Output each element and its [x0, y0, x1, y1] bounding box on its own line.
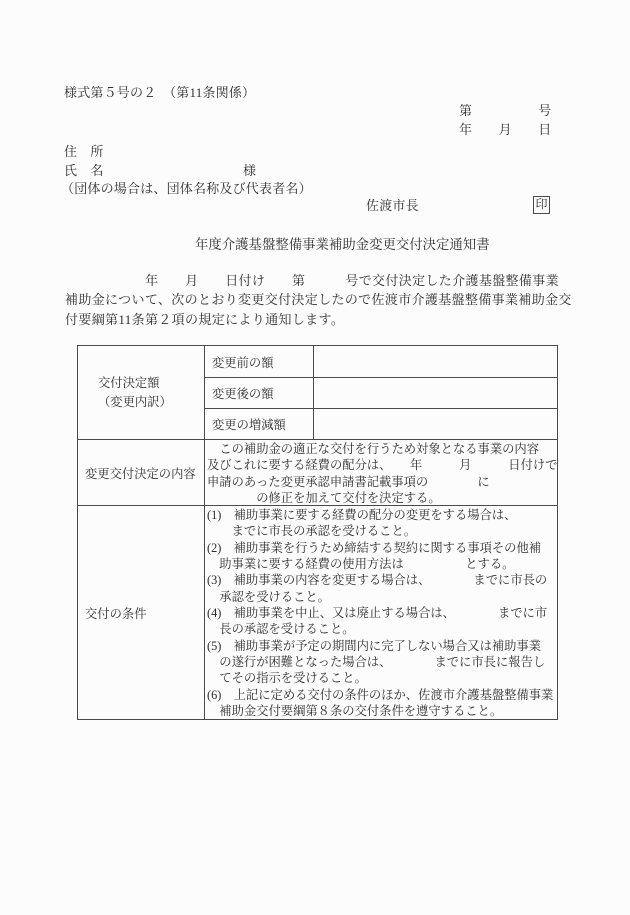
table-row — [205, 346, 557, 377]
seal-placeholder-box: 印 — [533, 196, 550, 214]
conditions-text — [205, 506, 557, 719]
condition-line: 補助金交付要綱第８条の交付条件を遵守すること。 — [207, 704, 503, 719]
condition-line: 承認を受けること。 — [207, 589, 330, 604]
intro-line: 補助金について、次のとおり変更交付決定したので佐渡市介護基盤整備事業補助金交 — [65, 292, 572, 308]
amount-before-label: 変更前の額 — [205, 346, 314, 377]
change-content-section — [78, 439, 557, 505]
amount-delta-value — [314, 409, 557, 439]
condition-line: (4) 補助事業を中止、又は廃止する場合は、 までに市 — [207, 606, 548, 621]
issuer-mayor: 佐渡市長 — [366, 198, 419, 213]
document-title: 年度介護基盤整備事業補助金変更交付決定通知書 — [195, 237, 490, 252]
condition-line: てその指示を受けること。 — [207, 671, 367, 686]
group-note: （団体の場合は、団体名称及び代表者名） — [61, 181, 312, 196]
condition-line: (2) 補助事業を行うため締結する契約に関する事項その他補 — [207, 540, 542, 555]
amount-after-value — [314, 378, 557, 408]
amount-after-label: 変更後の額 — [205, 378, 314, 408]
change-content-line: この補助金の適正な交付を行うため対象となる事業の内容 — [207, 442, 540, 456]
change-content-text — [205, 440, 559, 505]
table-row — [205, 408, 557, 439]
intro-line: 年 月 日付け 第 号で交付決定した介護基盤整備事業 — [65, 273, 559, 288]
change-content-line: の修正を加えて交付を決定する。 — [207, 490, 441, 505]
issue-date-line: 年 月 日 — [459, 122, 552, 137]
condition-line: の遂行が困難となった場合は、 までに市長に報告し — [207, 655, 546, 670]
conditions-label: 交付の条件 — [78, 506, 205, 719]
decision-amount-label — [78, 346, 205, 439]
honorific-sama: 様 — [243, 163, 257, 178]
decision-amount-label-line2: （変更内訳） — [98, 394, 172, 409]
recipient-name-label: 氏 名 — [64, 163, 104, 178]
decision-amount-section — [78, 346, 557, 439]
grant-change-table — [77, 345, 558, 720]
condition-line: (1) 補助事業に要する経費の配分の変更をする場合は、 — [207, 508, 517, 522]
condition-line: までに市長の承認を受けること。 — [207, 524, 417, 539]
address-label: 住 所 — [64, 144, 104, 159]
conditions-section — [78, 505, 557, 719]
change-content-label: 変更交付決定の内容 — [78, 440, 205, 505]
condition-line: 長の承認を受けること。 — [207, 622, 355, 637]
intro-line: 付要綱第11条第２項の規定により通知します。 — [65, 311, 345, 327]
table-row — [205, 377, 557, 408]
condition-line: (5) 補助事業が予定の期間内に完了しない場合又は補助事業 — [207, 638, 542, 653]
amount-before-value — [314, 346, 557, 377]
change-content-line: 及びこれに要する経費の配分は、 年 月 日付けで — [207, 458, 558, 473]
condition-line: (3) 補助事業の内容を変更する場合は、 までに市長の — [207, 573, 548, 588]
condition-line: (6) 上記に定める交付の条件のほか、佐渡市介護基盤整備事業 — [207, 687, 554, 702]
decision-amount-label-line1: 交付決定額 — [98, 375, 160, 390]
condition-line: 助事業に要する経費の使用方法は とする。 — [207, 557, 515, 572]
intro-paragraph — [65, 271, 572, 329]
amount-delta-label: 変更の増減額 — [205, 409, 314, 439]
issue-number-line: 第 号 — [459, 103, 552, 118]
form-number: 様式第５号の２ （第11条関係） — [64, 85, 256, 100]
change-content-line: 申請のあった変更承認申請書記載事項の に — [207, 474, 490, 489]
